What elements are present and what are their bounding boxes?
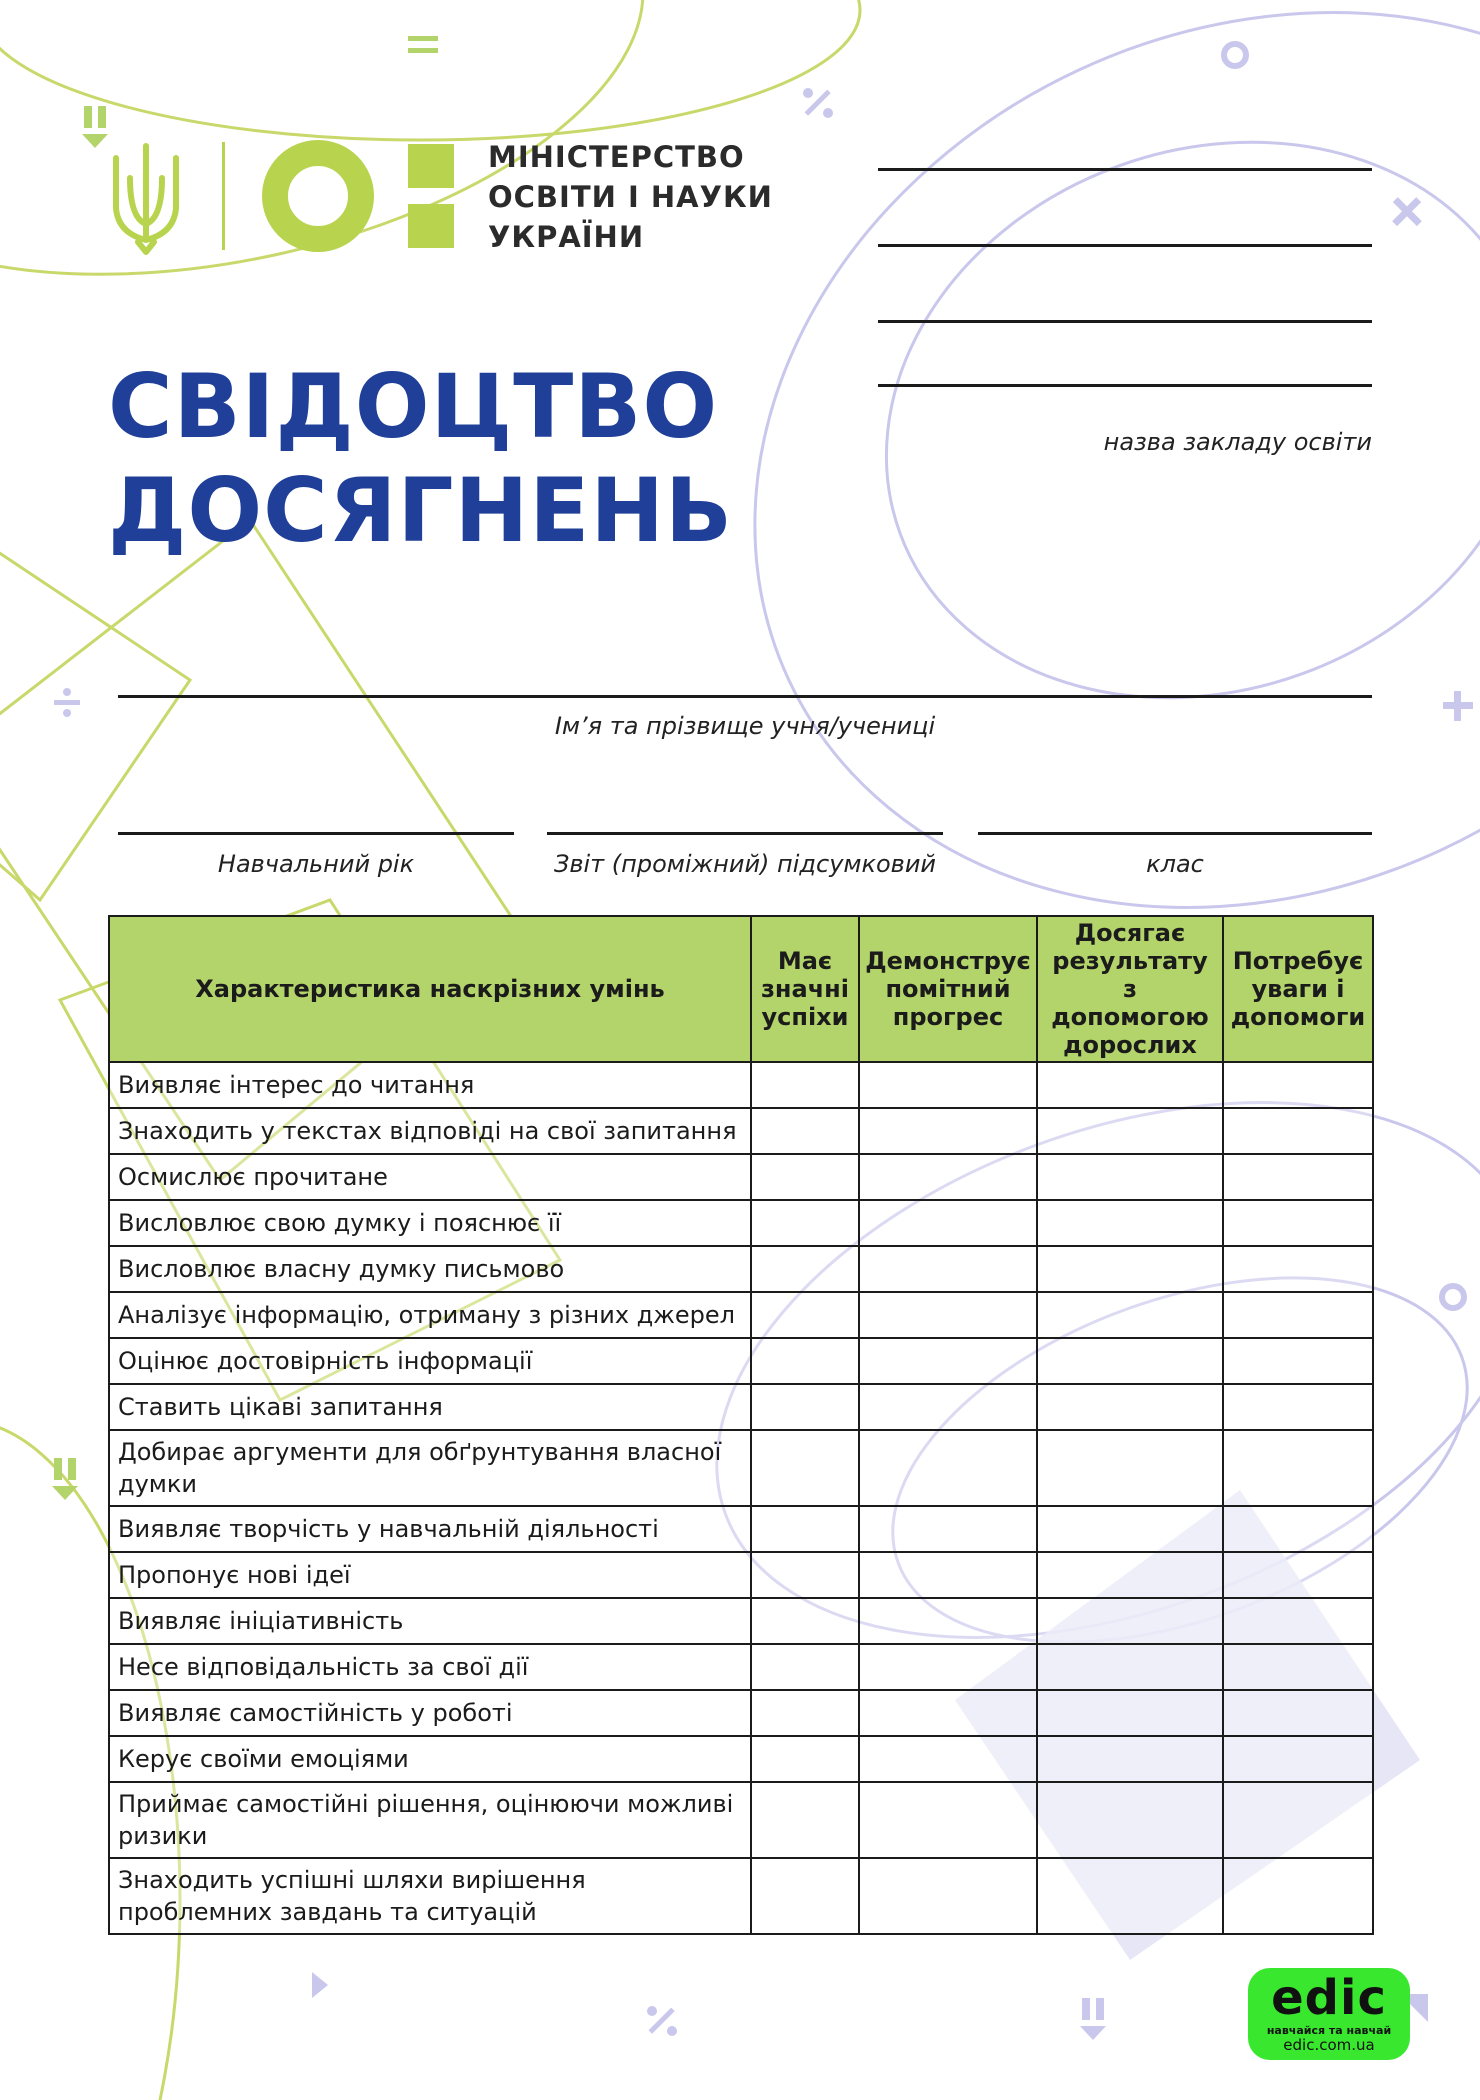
header-with-adult-help: Досягає результату з допомогою дорослих <box>1037 916 1223 1062</box>
skill-label: Оцінює достовірність інформації <box>109 1338 751 1384</box>
cell-needs-attention[interactable] <box>1223 1736 1373 1782</box>
skill-label: Керує своїми емоціями <box>109 1736 751 1782</box>
table-row <box>109 1782 1373 1858</box>
table-row <box>109 1552 1373 1598</box>
cell-notable-progress[interactable] <box>859 1858 1037 1934</box>
skill-label: Добирає аргументи для обґрунтування власної думки <box>109 1430 751 1506</box>
table-row <box>109 1506 1373 1552</box>
cell-significant-success[interactable] <box>751 1430 859 1506</box>
institution-caption: назва закладу освіти <box>1103 428 1372 456</box>
publisher-name: edic <box>1271 1970 1387 2026</box>
table-header-row <box>109 916 1373 1062</box>
header-significant-success: Має значні успіхи <box>751 916 859 1062</box>
cell-with-adult-help[interactable] <box>1037 1062 1223 1108</box>
page-title <box>108 355 733 563</box>
cell-notable-progress[interactable] <box>859 1292 1037 1338</box>
cell-with-adult-help[interactable] <box>1037 1338 1223 1384</box>
cell-with-adult-help[interactable] <box>1037 1858 1223 1934</box>
trident-emblem-icon <box>108 138 184 258</box>
student-name-caption: Ім’я та прізвище учня/учениці <box>554 712 936 740</box>
cell-needs-attention[interactable] <box>1223 1858 1373 1934</box>
cell-needs-attention[interactable] <box>1223 1690 1373 1736</box>
skill-label: Приймає самостійні рішення, оцінюючи можливі ризики <box>109 1782 751 1858</box>
skill-label: Висловлює свою думку і пояснює її <box>109 1200 751 1246</box>
skill-label: Аналізує інформацію, отриману з різних джерел <box>109 1292 751 1338</box>
title-line-1: СВІДОЦТВО <box>108 355 719 458</box>
cell-notable-progress[interactable] <box>859 1338 1037 1384</box>
cell-with-adult-help[interactable] <box>1037 1690 1223 1736</box>
cell-notable-progress[interactable] <box>859 1108 1037 1154</box>
cell-notable-progress[interactable] <box>859 1062 1037 1108</box>
cell-needs-attention[interactable] <box>1223 1384 1373 1430</box>
skill-label: Виявляє ініціативність <box>109 1598 751 1644</box>
skill-label: Ставить цікаві запитання <box>109 1384 751 1430</box>
cell-needs-attention[interactable] <box>1223 1200 1373 1246</box>
cell-needs-attention[interactable] <box>1223 1506 1373 1552</box>
cell-needs-attention[interactable] <box>1223 1782 1373 1858</box>
cell-significant-success[interactable] <box>751 1858 859 1934</box>
header-needs-attention: Потребує уваги і допомоги <box>1223 916 1373 1062</box>
skill-label: Осмислює прочитане <box>109 1154 751 1200</box>
cell-with-adult-help[interactable] <box>1037 1644 1223 1690</box>
table-row <box>109 1690 1373 1736</box>
skill-label: Пропонує нові ідеї <box>109 1552 751 1598</box>
class-caption: клас <box>1146 850 1204 878</box>
cell-significant-success[interactable] <box>751 1736 859 1782</box>
table-row <box>109 1246 1373 1292</box>
skill-label: Виявляє інтерес до читання <box>109 1062 751 1108</box>
cell-significant-success[interactable] <box>751 1782 859 1858</box>
cell-with-adult-help[interactable] <box>1037 1108 1223 1154</box>
table-row <box>109 1200 1373 1246</box>
cell-needs-attention[interactable] <box>1223 1338 1373 1384</box>
school-year-caption: Навчальний рік <box>217 850 415 878</box>
student-name-line[interactable] <box>118 695 1372 698</box>
ministry-name <box>488 137 773 257</box>
cell-notable-progress[interactable] <box>859 1552 1037 1598</box>
table-row <box>109 1292 1373 1338</box>
cell-with-adult-help[interactable] <box>1037 1598 1223 1644</box>
cell-needs-attention[interactable] <box>1223 1598 1373 1644</box>
title-line-2: ДОСЯГНЕНЬ <box>108 459 734 562</box>
skill-label: Знаходить у текстах відповіді на свої запитання <box>109 1108 751 1154</box>
cell-significant-success[interactable] <box>751 1690 859 1736</box>
table-row <box>109 1108 1373 1154</box>
cell-with-adult-help[interactable] <box>1037 1200 1223 1246</box>
cell-significant-success[interactable] <box>751 1644 859 1690</box>
header-skill: Характеристика наскрізних умінь <box>109 916 751 1062</box>
publisher-tagline: навчайся та навчай <box>1266 2024 1392 2037</box>
report-type-line[interactable] <box>547 832 943 835</box>
cell-notable-progress[interactable] <box>859 1200 1037 1246</box>
ministry-line-3: УКРАЇНИ <box>488 220 645 254</box>
skills-table <box>108 915 1374 1935</box>
table-row <box>109 1644 1373 1690</box>
cell-needs-attention[interactable] <box>1223 1552 1373 1598</box>
cell-with-adult-help[interactable] <box>1037 1292 1223 1338</box>
table-row <box>109 1430 1373 1506</box>
cell-notable-progress[interactable] <box>859 1690 1037 1736</box>
cell-with-adult-help[interactable] <box>1037 1736 1223 1782</box>
cell-significant-success[interactable] <box>751 1154 859 1200</box>
publisher-logo <box>1248 1968 1410 2060</box>
cell-with-adult-help[interactable] <box>1037 1552 1223 1598</box>
cell-with-adult-help[interactable] <box>1037 1782 1223 1858</box>
cell-significant-success[interactable] <box>751 1200 859 1246</box>
skill-label: Несе відповідальність за свої дії <box>109 1644 751 1690</box>
cell-needs-attention[interactable] <box>1223 1108 1373 1154</box>
cell-significant-success[interactable] <box>751 1108 859 1154</box>
logo-divider <box>222 142 225 250</box>
cell-with-adult-help[interactable] <box>1037 1246 1223 1292</box>
cell-significant-success[interactable] <box>751 1338 859 1384</box>
skill-label: Виявляє самостійність у роботі <box>109 1690 751 1736</box>
cell-significant-success[interactable] <box>751 1598 859 1644</box>
cell-with-adult-help[interactable] <box>1037 1506 1223 1552</box>
cell-significant-success[interactable] <box>751 1552 859 1598</box>
table-row <box>109 1062 1373 1108</box>
institution-line-4[interactable] <box>878 384 1372 387</box>
cell-with-adult-help[interactable] <box>1037 1430 1223 1506</box>
cell-notable-progress[interactable] <box>859 1506 1037 1552</box>
cell-needs-attention[interactable] <box>1223 1246 1373 1292</box>
report-type-caption: Звіт (проміжний) підсумковий <box>553 850 937 878</box>
cell-notable-progress[interactable] <box>859 1384 1037 1430</box>
ministry-line-2: ОСВІТИ І НАУКИ <box>488 180 773 214</box>
skill-label: Виявляє творчість у навчальній діяльності <box>109 1506 751 1552</box>
cell-with-adult-help[interactable] <box>1037 1154 1223 1200</box>
class-line[interactable] <box>978 832 1372 835</box>
mon-logo-icon <box>262 140 462 252</box>
cell-notable-progress[interactable] <box>859 1598 1037 1644</box>
institution-line-1[interactable] <box>878 168 1372 171</box>
cell-significant-success[interactable] <box>751 1246 859 1292</box>
table-row <box>109 1154 1373 1200</box>
cell-needs-attention[interactable] <box>1223 1644 1373 1690</box>
cell-significant-success[interactable] <box>751 1062 859 1108</box>
cell-significant-success[interactable] <box>751 1292 859 1338</box>
cell-notable-progress[interactable] <box>859 1154 1037 1200</box>
cell-with-adult-help[interactable] <box>1037 1384 1223 1430</box>
cell-notable-progress[interactable] <box>859 1736 1037 1782</box>
ministry-line-1: МІНІСТЕРСТВО <box>488 140 745 174</box>
cell-notable-progress[interactable] <box>859 1644 1037 1690</box>
table-row <box>109 1858 1373 1934</box>
table-row <box>109 1384 1373 1430</box>
school-year-line[interactable] <box>118 832 514 835</box>
institution-line-2[interactable] <box>878 244 1372 247</box>
table-row <box>109 1598 1373 1644</box>
cell-needs-attention[interactable] <box>1223 1062 1373 1108</box>
cell-significant-success[interactable] <box>751 1384 859 1430</box>
cell-notable-progress[interactable] <box>859 1430 1037 1506</box>
institution-line-3[interactable] <box>878 320 1372 323</box>
cell-notable-progress[interactable] <box>859 1246 1037 1292</box>
cell-needs-attention[interactable] <box>1223 1292 1373 1338</box>
cell-significant-success[interactable] <box>751 1506 859 1552</box>
cell-needs-attention[interactable] <box>1223 1430 1373 1506</box>
cell-needs-attention[interactable] <box>1223 1154 1373 1200</box>
skill-label: Знаходить успішні шляхи вирішення проблемних завдань та ситуацій <box>109 1858 751 1934</box>
table-row <box>109 1736 1373 1782</box>
cell-notable-progress[interactable] <box>859 1782 1037 1858</box>
publisher-url: edic.com.ua <box>1283 2036 1375 2054</box>
table-row <box>109 1338 1373 1384</box>
skill-label: Висловлює власну думку письмово <box>109 1246 751 1292</box>
header-notable-progress: Демонструє помітний прогрес <box>859 916 1037 1062</box>
